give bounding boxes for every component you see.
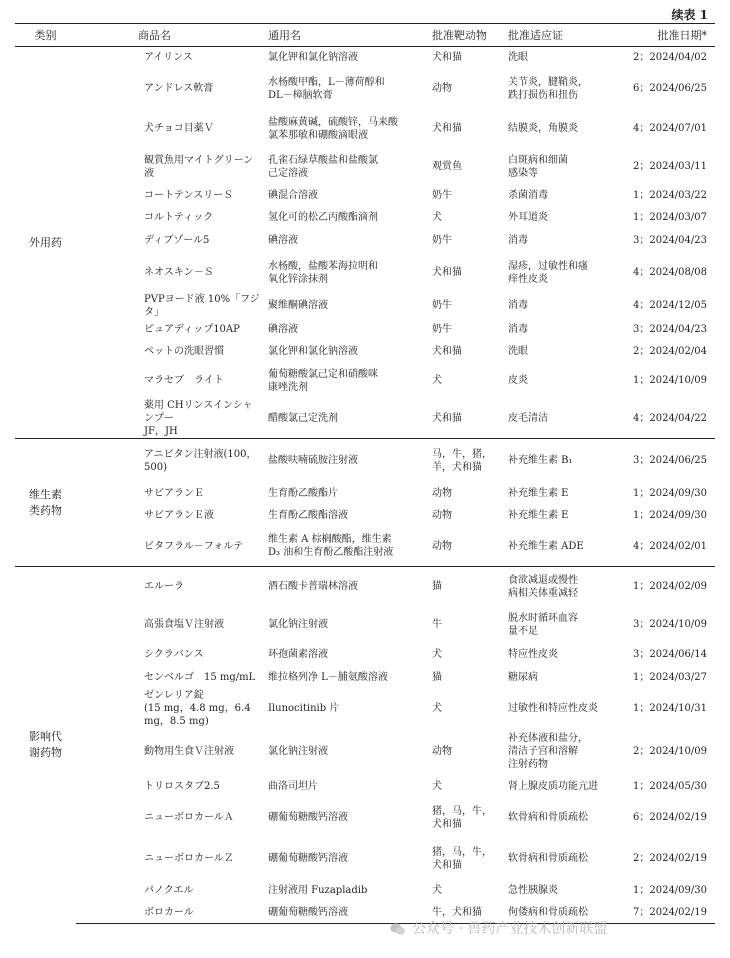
generic-cell: 维拉格列净 L－脯氨酸溶液 bbox=[268, 672, 388, 683]
species-cell: 犬 bbox=[432, 375, 442, 386]
indication-cell: 过敏性和特应性皮炎 bbox=[508, 702, 598, 714]
date-cell: 3；2024/06/14 bbox=[633, 649, 707, 660]
category-cell: 维生素 类药物 bbox=[15, 439, 76, 567]
generic-cell: 醋酸氯己定洗剂 bbox=[268, 412, 338, 424]
date-cell: 1；2024/03/22 bbox=[633, 190, 707, 201]
generic-cell: 氯化钾和氯化钠溶液 bbox=[268, 346, 358, 357]
product-cell: 動物用生食Ｖ注射液 bbox=[144, 746, 234, 757]
date-cell: 2；2024/02/04 bbox=[633, 346, 707, 357]
product-cell: PVPヨード液 10%「フジタ」 bbox=[144, 293, 260, 318]
product-cell: 薬用 CHリンスインシャンプー JF，JH bbox=[144, 399, 253, 437]
watermark bbox=[390, 918, 607, 938]
species-cell: 犬 bbox=[432, 212, 442, 223]
date-cell: 3；2024/04/23 bbox=[633, 324, 707, 335]
wechat-icon bbox=[390, 922, 406, 936]
generic-cell: 维生素 A 棕榈酸酯，维生素 D₃ 油和生育酚乙酸酯注射液 bbox=[268, 534, 394, 559]
generic-cell: 硼葡萄糖酸钙溶液 bbox=[264, 902, 428, 924]
table-row bbox=[15, 838, 715, 880]
species-cell: 犬和猫 bbox=[428, 47, 504, 69]
table-row bbox=[15, 607, 715, 643]
date-cell: 4；2024/12/05 bbox=[633, 300, 707, 311]
indication-cell: 食欲减退或慢性 病相关体重减轻 bbox=[504, 567, 627, 607]
date-cell: 6；2024/02/19 bbox=[633, 812, 707, 823]
product-cell: サビアランＥ bbox=[144, 488, 204, 499]
indication-cell: 特应性皮炎 bbox=[508, 649, 558, 660]
species-cell: 动物 bbox=[432, 488, 452, 499]
product-cell: コルトティック bbox=[144, 212, 214, 223]
indication-cell: 脱水时循环血容 量不足 bbox=[508, 612, 578, 637]
approval-table bbox=[15, 23, 715, 924]
indication-cell: 外耳道炎 bbox=[508, 212, 548, 223]
date-cell: 1；2024/03/07 bbox=[633, 212, 707, 223]
header-product: 商品名 bbox=[76, 24, 264, 47]
table-row bbox=[15, 439, 715, 483]
species-cell: 动物 bbox=[432, 746, 452, 757]
species-cell: 动物 bbox=[432, 540, 452, 552]
indication-cell: 消毒 bbox=[508, 235, 528, 246]
species-cell: 犬 bbox=[432, 781, 442, 792]
species-cell: 牛，犬和猫 bbox=[428, 902, 504, 924]
date-cell: 2；2024/10/09 bbox=[633, 746, 707, 757]
product-cell: ディブゾール5 bbox=[144, 235, 210, 246]
table-row bbox=[15, 207, 715, 229]
indication-cell: 肾上腺皮质功能亢进 bbox=[508, 781, 598, 792]
product-cell: アンドレス軟膏 bbox=[144, 83, 214, 94]
generic-cell: 生育酚乙酸酯片 bbox=[268, 488, 338, 499]
category-cell: 外用药 bbox=[15, 47, 76, 439]
generic-cell: 氢化可的松乙丙酸酯滴剂 bbox=[268, 212, 378, 223]
indication-cell: 补充维生素 ADE bbox=[508, 540, 584, 552]
header-indication: 批准适应证 bbox=[504, 24, 627, 47]
product-cell: マラセブ ライト bbox=[144, 375, 224, 386]
generic-cell: 碘溶液 bbox=[268, 235, 298, 246]
product-cell: アニビタン注射液(100，500) bbox=[76, 439, 264, 483]
indication-cell: 白斑病和细菌 感染等 bbox=[508, 154, 568, 179]
table-row bbox=[15, 253, 715, 293]
table-row bbox=[15, 776, 715, 798]
table-row bbox=[15, 483, 715, 505]
date-cell: 1；2024/09/30 bbox=[633, 885, 707, 896]
table-group bbox=[15, 47, 715, 439]
indication-cell: 结膜炎，角膜炎 bbox=[508, 123, 578, 134]
product-cell: ビタフラル－フォルテ bbox=[144, 540, 244, 552]
species-cell: 猪，马，牛， 犬和猫 bbox=[432, 846, 492, 871]
indication-cell: 软骨病和骨质疏松 bbox=[508, 853, 588, 864]
generic-cell: 硼葡萄糖酸钙溶液 bbox=[268, 853, 348, 864]
species-cell: 犬 bbox=[432, 885, 442, 896]
table-row bbox=[15, 109, 715, 149]
species-cell: 犬 bbox=[432, 702, 442, 714]
product-cell: 高張食塩Ｖ注射液 bbox=[144, 619, 224, 630]
generic-cell: 盐酸呋喃硫胺注射液 bbox=[264, 439, 428, 483]
product-cell: コートテンスリーＳ bbox=[144, 190, 234, 201]
table-row bbox=[15, 567, 715, 607]
indication-cell: 洗眼 bbox=[504, 47, 627, 69]
species-cell: 奶牛 bbox=[432, 190, 452, 201]
product-cell: 観賞魚用マイトグリーン液 bbox=[144, 154, 254, 179]
generic-cell: 葡萄糖酸氯己定和硝酸咪 康唑洗剂 bbox=[268, 368, 378, 393]
product-cell: サビアランＥ液 bbox=[144, 510, 214, 521]
indication-cell: 皮毛清洁 bbox=[508, 412, 548, 424]
table-row bbox=[15, 399, 715, 439]
product-cell: ニューボロカールＡ bbox=[144, 812, 234, 823]
table-row bbox=[15, 505, 715, 527]
date-cell: 3；2024/04/23 bbox=[633, 235, 707, 246]
category-cell: 影响代 谢药物 bbox=[15, 567, 76, 924]
generic-cell: 盐酸麻黄碱，硫酸锌，马来酸 氯苯那敏和硼酸滴眼液 bbox=[268, 116, 398, 141]
generic-cell: 氯化钠注射液 bbox=[268, 619, 328, 630]
product-cell: エルーラ bbox=[76, 567, 264, 607]
indication-cell: 急性胰腺炎 bbox=[508, 885, 558, 896]
date-cell: 1；2024/03/27 bbox=[633, 672, 707, 683]
table-row bbox=[15, 363, 715, 399]
table-row bbox=[15, 902, 715, 924]
species-cell: 观赏鱼 bbox=[432, 161, 462, 172]
date-cell: 4；2024/07/01 bbox=[633, 123, 707, 134]
table-row bbox=[15, 728, 715, 776]
generic-cell: 生育酚乙酸酯溶液 bbox=[268, 510, 348, 521]
species-cell: 牛 bbox=[432, 619, 442, 630]
table-row bbox=[15, 293, 715, 319]
generic-cell: 曲洛司坦片 bbox=[268, 781, 318, 792]
date-cell: 1；2024/09/30 bbox=[633, 488, 707, 499]
header-category: 类别 bbox=[15, 24, 76, 47]
date-cell: 1；2024/09/30 bbox=[633, 510, 707, 521]
generic-cell: 氯化钠注射液 bbox=[268, 746, 328, 757]
product-cell: トリロスタブ2.5 bbox=[144, 781, 220, 792]
header-date: 批准日期* bbox=[627, 24, 715, 47]
date-cell: 4；2024/02/01 bbox=[633, 540, 707, 552]
table-row bbox=[15, 229, 715, 253]
product-cell: ピュアディップ10AP bbox=[144, 324, 240, 335]
indication-cell: 湿疹，过敏性和瘙 痒性皮炎 bbox=[508, 260, 588, 285]
table-row bbox=[15, 47, 715, 69]
indication-cell: 关节炎，腱鞘炎， 跌打损伤和扭伤 bbox=[508, 76, 588, 101]
indication-cell: 消毒 bbox=[508, 324, 528, 335]
date-cell: 1；2024/05/30 bbox=[633, 781, 707, 792]
date-cell: 3；2024/10/09 bbox=[633, 619, 707, 630]
table-caption: 续表 1 bbox=[671, 8, 708, 22]
date-cell: 1；2024/10/31 bbox=[633, 702, 707, 714]
product-cell: センベルゴ 15 mg/mL bbox=[144, 672, 256, 683]
species-cell: 奶牛 bbox=[432, 324, 452, 335]
date-cell: 2；2024/03/11 bbox=[633, 161, 707, 172]
date-cell: 1；2024/10/09 bbox=[633, 375, 707, 386]
indication-cell: 补充维生素 E bbox=[508, 510, 569, 521]
product-cell: ボロカール bbox=[76, 902, 264, 924]
species-cell: 猪，马，牛， 犬和猫 bbox=[432, 805, 492, 830]
species-cell: 动物 bbox=[432, 510, 452, 521]
table-row bbox=[15, 185, 715, 207]
product-cell: ゼンレリア錠 (15 mg，4.8 mg，6.4 mg，8.5 mg) bbox=[144, 689, 251, 727]
date-cell: 6；2024/06/25 bbox=[633, 83, 707, 94]
generic-cell: Ilunocitinib 片 bbox=[268, 702, 340, 714]
generic-cell: 氯化钾和氯化钠溶液 bbox=[264, 47, 428, 69]
species-cell: 犬 bbox=[432, 649, 442, 660]
indication-cell: 消毒 bbox=[508, 300, 528, 311]
indication-cell: 洗眼 bbox=[508, 346, 528, 357]
table-row bbox=[15, 689, 715, 728]
date-cell: 4；2024/04/22 bbox=[633, 412, 707, 424]
species-cell: 犬和猫 bbox=[432, 412, 462, 424]
generic-cell: 酒石酸卡普瑞林溶液 bbox=[264, 567, 428, 607]
generic-cell: 硼葡萄糖酸钙溶液 bbox=[268, 812, 348, 823]
generic-cell: 碘混合溶液 bbox=[268, 190, 318, 201]
generic-cell: 水杨酸，盐酸苯海拉明和 氧化锌涂抹剂 bbox=[268, 260, 378, 285]
date-cell: 1；2024/02/09 bbox=[627, 567, 715, 607]
indication-cell: 补充维生素 E bbox=[508, 488, 569, 499]
table-row bbox=[15, 319, 715, 341]
header-species: 批准靶动物 bbox=[428, 24, 504, 47]
table-group bbox=[15, 567, 715, 924]
indication-cell: 补充维生素 B₁ bbox=[504, 439, 627, 483]
date-cell: 4；2024/08/08 bbox=[633, 267, 707, 278]
species-cell: 猫 bbox=[432, 672, 442, 683]
table-row bbox=[15, 667, 715, 689]
indication-cell: 杀菌消毒 bbox=[508, 190, 548, 201]
indication-cell: 补充体液和盐分， 清洁子宫和溶解 注射药物 bbox=[508, 733, 588, 770]
species-cell: 犬和猫 bbox=[432, 267, 462, 278]
product-cell: シクラバンス bbox=[144, 649, 204, 660]
generic-cell: 孔雀石绿草酸盐和盐酸氯 己定溶液 bbox=[268, 154, 378, 179]
generic-cell: 环孢菌素溶液 bbox=[268, 649, 328, 660]
generic-cell: 水杨酸甲酯，L－薄荷醇和 DL－樟脑软膏 bbox=[268, 76, 385, 101]
table-row bbox=[15, 341, 715, 363]
date-cell: 2；2024/02/19 bbox=[633, 853, 707, 864]
species-cell: 奶牛 bbox=[432, 235, 452, 246]
table-row bbox=[15, 880, 715, 902]
watermark-text: 公众号 · 兽药产业技术创新联盟 bbox=[412, 921, 608, 937]
table-row bbox=[15, 798, 715, 838]
indication-cell: 糖尿病 bbox=[508, 672, 538, 683]
product-cell: ペットの洗眼習慣 bbox=[144, 346, 224, 357]
product-cell: アイリンス bbox=[76, 47, 264, 69]
date-cell: 3；2024/06/25 bbox=[627, 439, 715, 483]
indication-cell: 佝偻病和骨质疏松 bbox=[504, 902, 627, 924]
indication-cell: 皮炎 bbox=[508, 375, 528, 386]
table-row bbox=[15, 527, 715, 567]
species-cell: 马，牛，猪， 羊，犬和猫 bbox=[428, 439, 504, 483]
product-cell: 犬チョコ目薬Ｖ bbox=[144, 123, 214, 134]
table-row bbox=[15, 69, 715, 109]
product-cell: ネオスキン－Ｓ bbox=[144, 267, 214, 278]
species-cell: 奶牛 bbox=[432, 300, 452, 311]
product-cell: ニューボロカールＺ bbox=[144, 853, 234, 864]
table-row bbox=[15, 643, 715, 667]
product-cell: パノクエル bbox=[144, 885, 194, 896]
species-cell: 猫 bbox=[428, 567, 504, 607]
table-row bbox=[15, 149, 715, 185]
header-generic: 通用名 bbox=[264, 24, 428, 47]
generic-cell: 聚维酮碘溶液 bbox=[268, 300, 328, 311]
date-cell: 2；2024/04/02 bbox=[627, 47, 715, 69]
species-cell: 犬和猫 bbox=[432, 346, 462, 357]
indication-cell: 软骨病和骨质疏松 bbox=[508, 812, 588, 823]
table-group bbox=[15, 439, 715, 567]
generic-cell: 注射液用 Fuzapladib bbox=[268, 885, 368, 896]
table-header bbox=[15, 24, 715, 47]
species-cell: 动物 bbox=[432, 83, 452, 94]
species-cell: 犬和猫 bbox=[432, 123, 462, 134]
generic-cell: 碘溶液 bbox=[268, 324, 298, 335]
date-cell: 7；2024/02/19 bbox=[627, 902, 715, 924]
